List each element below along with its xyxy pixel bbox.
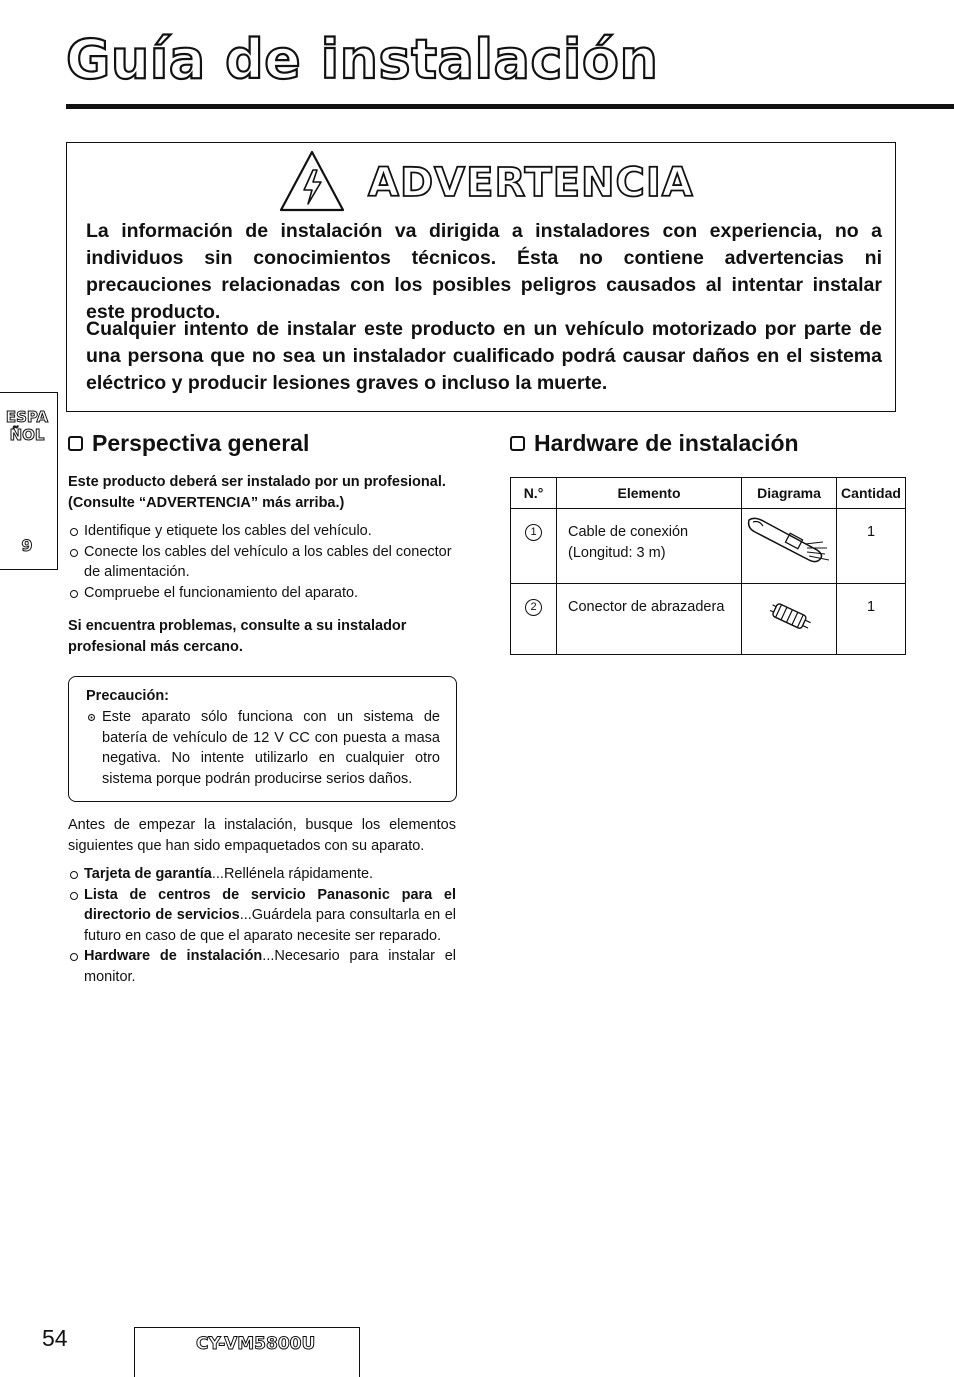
element-cell (557, 509, 742, 584)
list-item (68, 946, 456, 987)
list-item (68, 864, 456, 885)
column-header: N.° (511, 478, 557, 509)
diagram-cell (742, 509, 837, 584)
section-heading-text: Perspectiva general (92, 430, 310, 456)
item-number: 2 (525, 599, 542, 616)
checkbox-bullet-icon (510, 436, 525, 451)
column-header: Diagrama (742, 478, 837, 509)
caution-title: Precaución: (86, 688, 169, 704)
language-tab-number: 9 (21, 536, 33, 555)
clamp-connector-icon (743, 585, 835, 649)
packed-item-desc: ...Guárdela para consultarla en el futuro en caso de que el aparato necesite ser reparado. (84, 907, 456, 944)
list-item (68, 885, 456, 947)
warning-paragraph: La información de instalación va dirigida a instaladores con experiencia, no a individuos sin conocimientos técnicos. Ésta no contiene advertencias ni precauciones relacionadas con los posibles peligros causados al intentar instalar este producto. (86, 220, 882, 323)
packed-item-name: Hardware de instalación (84, 948, 263, 964)
overview-note: Si encuentra problemas, consulte a su instalador profesional más cercano. (68, 618, 407, 655)
element-detail: (Longitud: 3 m) (568, 545, 666, 561)
column-header: Elemento (557, 478, 742, 509)
quantity-cell (837, 509, 906, 584)
element-name: Cable de conexión (568, 524, 689, 540)
model-label: CY-VM5800U (196, 1334, 316, 1354)
table-row (511, 584, 906, 655)
packed-list (68, 864, 456, 987)
item-number: 1 (525, 524, 542, 541)
list-item: Identifique y etiquete los cables del vehículo. (68, 521, 458, 542)
warning-paragraph: Cualquier intento de instalar este producto en un vehículo motorizado por parte de una persona que no sea un instalador cualificado podrá causar daños en el sistema eléctrico y producir lesiones graves o incluso la muerte. (86, 318, 882, 394)
item-number-cell (511, 509, 557, 584)
item-number-cell (511, 584, 557, 655)
section-heading-overview (68, 430, 309, 457)
electric-hazard-icon (277, 148, 347, 214)
packed-intro: Antes de empezar la instalación, busque los elementos siguientes que han sido empaquetados con su aparato. (68, 817, 456, 854)
overview-intro: Este producto deberá ser instalado por un profesional. (Consulte “ADVERTENCIA” más arriba.) (68, 474, 446, 511)
caution-text: Este aparato sólo funciona con un sistema de batería de vehículo de 12 V CC con puesta a masa negativa. No intente utilizarlo en cualquier otro sistema porque podrán producirse serios daños. (86, 707, 440, 789)
element-name: Conector de abrazadera (568, 599, 725, 615)
connection-cable-icon (743, 510, 835, 578)
quantity: 1 (866, 599, 876, 615)
packed-item-desc: ...Necesario para instalar el monitor. (84, 948, 457, 985)
table-row (511, 509, 906, 584)
checkbox-bullet-icon (68, 436, 83, 451)
section-heading-text: Hardware de instalación (534, 430, 799, 456)
caution-list (86, 707, 440, 789)
table-header-row (511, 478, 906, 509)
page-title: Guía de instalación (66, 28, 659, 91)
page-number: 54 (42, 1325, 68, 1351)
warning-title: ADVERTENCIA (368, 160, 694, 206)
list-item: Compruebe el funcionamiento del aparato. (68, 583, 458, 604)
quantity-cell (837, 584, 906, 655)
hardware-table (510, 477, 906, 655)
language-tab-label: ESPAÑOL (5, 408, 49, 444)
title-rule (66, 104, 954, 109)
column-header: Cantidad (837, 478, 906, 509)
element-cell (557, 584, 742, 655)
list-item: Conecte los cables del vehículo a los cables del conector de alimentación. (68, 542, 458, 583)
overview-list (68, 521, 458, 603)
packed-item-name: Lista de centros de servicio Panasonic para el directorio de servicios (84, 886, 456, 923)
packed-item-name: Tarjeta de garantía (84, 866, 212, 882)
diagram-cell (742, 584, 837, 655)
quantity: 1 (866, 524, 876, 540)
section-heading-hardware (510, 430, 799, 457)
packed-item-desc: ...Rellénela rápidamente. (211, 866, 374, 882)
